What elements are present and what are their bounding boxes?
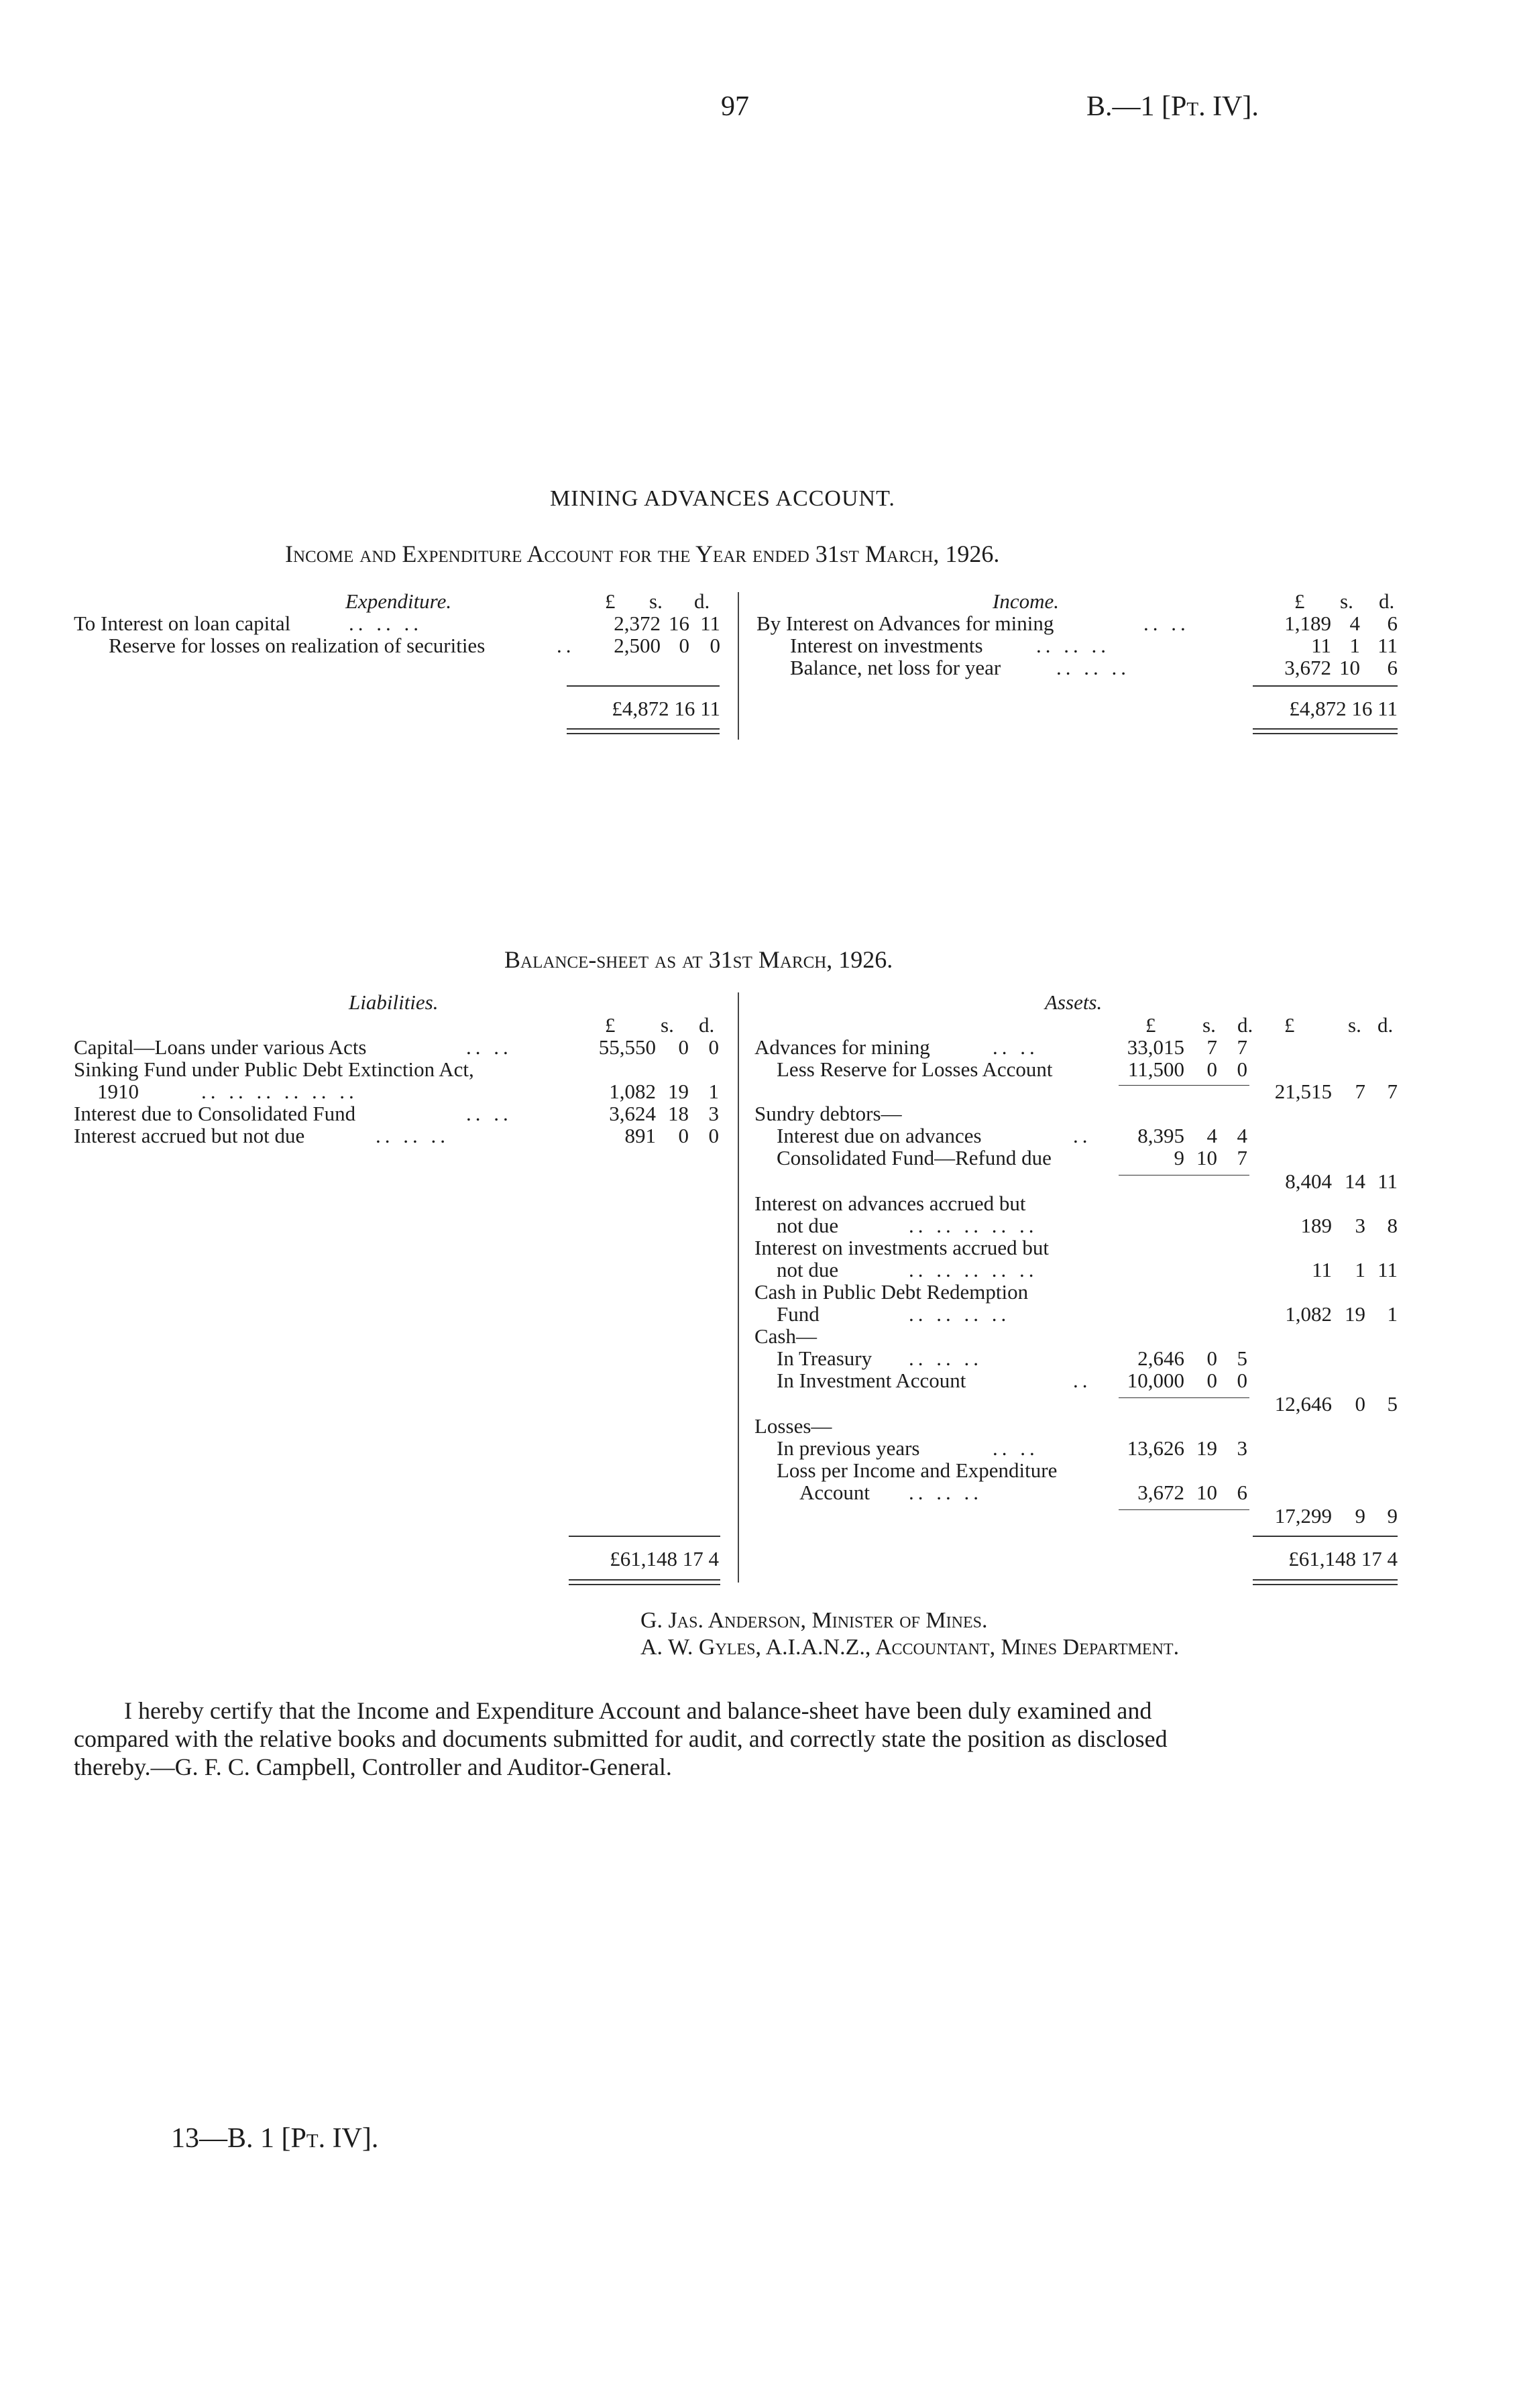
leader-dots: .. .. .. <box>909 1481 982 1504</box>
asset-total-pence: 11 <box>1377 1258 1398 1281</box>
certificate-line: compared with the relative books and documents submitted for audit, and correctly state the position as disclosed <box>74 1725 1168 1752</box>
asset-pounds: 8,395 <box>1137 1124 1184 1147</box>
liab-row-label: Capital—Loans under various Acts <box>74 1035 367 1059</box>
inc-row-shillings: 10 <box>1339 656 1360 679</box>
liab-row-pence: 1 <box>708 1080 719 1103</box>
rule <box>1119 1085 1249 1086</box>
asset-pounds: 13,626 <box>1127 1436 1184 1460</box>
asset-iaa-label: Interest on advances accrued but <box>754 1192 1026 1215</box>
double-rule <box>1253 728 1398 730</box>
asset-pence: 5 <box>1237 1346 1247 1370</box>
asset-investment-label: In Investment Account <box>777 1369 966 1392</box>
double-rule <box>569 1579 720 1581</box>
exp-row-shillings: 16 <box>669 612 689 635</box>
double-rule <box>567 728 720 730</box>
asset-pounds: 33,015 <box>1127 1035 1184 1059</box>
leader-dots: .. .. <box>993 1436 1039 1460</box>
ie-column-divider <box>738 592 739 740</box>
liab-row-label: Interest due to Consolidated Fund <box>74 1102 356 1125</box>
leader-dots: .. .. <box>466 1035 512 1059</box>
asset-total-pounds: 11 <box>1312 1258 1332 1281</box>
inc-col-pounds: £ <box>1294 589 1305 613</box>
inc-row-pence: 11 <box>1377 634 1398 657</box>
asset-pounds: 2,646 <box>1137 1346 1184 1370</box>
asset-iia-label: Interest on investments accrued but <box>754 1236 1050 1259</box>
liab-row-pence: 3 <box>708 1102 719 1125</box>
document-reference: B.—1 [Pt. IV]. <box>1086 91 1259 122</box>
leader-dots: .. .. <box>1143 612 1190 635</box>
exp-row-pence: 0 <box>710 634 720 657</box>
double-rule <box>569 1584 720 1585</box>
liab-row-label: Interest accrued but not due <box>74 1124 305 1147</box>
page-number: 97 <box>721 91 749 122</box>
income-heading: Income. <box>993 589 1059 613</box>
liab-row-shillings: 19 <box>668 1080 689 1103</box>
asset-total-shillings: 3 <box>1355 1214 1365 1237</box>
exp-row-shillings: 0 <box>679 634 689 657</box>
liab-row-pounds: 55,550 <box>598 1035 656 1059</box>
leader-dots: .. .. .. <box>1036 634 1110 657</box>
inc-row-pounds: 1,189 <box>1284 612 1331 635</box>
asset-advances-label: Advances for mining <box>754 1035 930 1059</box>
asset-total-pence: 7 <box>1387 1080 1398 1103</box>
asset-shillings: 7 <box>1206 1035 1217 1059</box>
asset-pence: 7 <box>1237 1146 1247 1169</box>
rule <box>1119 1175 1249 1176</box>
inc-row-shillings: 1 <box>1349 634 1360 657</box>
liab-row-shillings: 0 <box>678 1124 689 1147</box>
asset-cpd-label-cont: Fund <box>777 1302 820 1326</box>
double-rule <box>1253 1584 1398 1585</box>
leader-dots: .. <box>1073 1124 1092 1147</box>
asset-total-shillings: 19 <box>1345 1302 1365 1326</box>
leader-dots: .. .. .. <box>349 612 422 635</box>
rule <box>1119 1397 1249 1398</box>
inc-row-pence: 6 <box>1387 612 1398 635</box>
liab-col-pence: d. <box>699 1013 715 1037</box>
liab-row-shillings: 18 <box>668 1102 689 1125</box>
asset-pounds: 9 <box>1174 1146 1184 1169</box>
asset-pounds: 3,672 <box>1137 1481 1184 1504</box>
asset-iia-label-cont: not due <box>777 1258 839 1281</box>
rule <box>569 1536 720 1537</box>
liab-row-pounds: 891 <box>624 1124 656 1147</box>
double-rule <box>1253 733 1398 734</box>
assets-heading: Assets. <box>1045 990 1103 1014</box>
asset-pence: 4 <box>1237 1124 1247 1147</box>
asset-pence: 7 <box>1237 1035 1247 1059</box>
asset-consolidated-label: Consolidated Fund—Refund due <box>777 1146 1052 1169</box>
assets-col2-pounds: £ <box>1284 1013 1295 1037</box>
asset-pence: 0 <box>1237 1369 1247 1392</box>
double-rule <box>567 733 720 734</box>
exp-row-pounds: 2,500 <box>614 634 661 657</box>
inc-row-pounds: 11 <box>1311 634 1331 657</box>
asset-less-reserve-label: Less Reserve for Losses Account <box>777 1057 1053 1081</box>
liab-row-pence: 0 <box>708 1124 719 1147</box>
inc-col-shillings: s. <box>1340 589 1353 613</box>
asset-iaa-label-cont: not due <box>777 1214 839 1237</box>
asset-total-pence: 8 <box>1387 1214 1398 1237</box>
double-rule <box>1253 1579 1398 1581</box>
asset-total-pence: 9 <box>1387 1504 1398 1528</box>
ie-title: Income and Expenditure Account for the Year ended 31st March, 1926. <box>285 540 1000 567</box>
liab-col-shillings: s. <box>661 1013 674 1037</box>
liab-row-label: Sinking Fund under Public Debt Extinction Act, <box>74 1057 474 1081</box>
footer-reference: 13—B. 1 [Pt. IV]. <box>171 2123 379 2154</box>
asset-pence: 0 <box>1237 1057 1247 1081</box>
asset-total-pounds: 189 <box>1300 1214 1332 1237</box>
asset-interest-due-label: Interest due on advances <box>777 1124 982 1147</box>
asset-loss-per-ie-label-cont: Account <box>799 1481 870 1504</box>
inc-row-pence: 6 <box>1387 656 1398 679</box>
bs-title: Balance-sheet as at 31st March, 1926. <box>504 946 893 973</box>
assets-col-shillings: s. <box>1202 1013 1216 1037</box>
asset-loss-per-ie-label: Loss per Income and Expenditure <box>777 1458 1058 1482</box>
asset-pounds: 10,000 <box>1127 1369 1184 1392</box>
rule <box>1119 1509 1249 1510</box>
asset-previous-years-label: In previous years <box>777 1436 920 1460</box>
asset-cash-label: Cash— <box>754 1324 817 1348</box>
liab-row-shillings: 0 <box>678 1035 689 1059</box>
asset-total-shillings: 7 <box>1355 1080 1365 1103</box>
leader-dots: .. .. .. <box>1056 656 1130 679</box>
asset-total-shillings: 1 <box>1355 1258 1365 1281</box>
asset-total-pounds: 8,404 <box>1285 1169 1332 1193</box>
leader-dots: .. .. <box>466 1102 512 1125</box>
liab-row-pence: 0 <box>708 1035 719 1059</box>
leader-dots: .. <box>557 634 575 657</box>
asset-sundry-label: Sundry debtors— <box>754 1102 902 1125</box>
rule <box>1253 1536 1398 1537</box>
asset-pence: 6 <box>1237 1481 1247 1504</box>
exp-row-label: Reserve for losses on realization of securities <box>109 634 486 657</box>
certificate-line: I hereby certify that the Income and Expenditure Account and balance-sheet have been duly examined and <box>124 1697 1152 1724</box>
assets-col2-pence: d. <box>1377 1013 1394 1037</box>
asset-shillings: 4 <box>1206 1124 1217 1147</box>
liab-col-pounds: £ <box>605 1013 616 1037</box>
asset-shillings: 0 <box>1206 1346 1217 1370</box>
assets-col-pence: d. <box>1237 1013 1253 1037</box>
asset-shillings: 0 <box>1206 1057 1217 1081</box>
signature-text: A. W. Gyles, A.I.A.N.Z., Accountant, Mines Department. <box>640 1635 1180 1660</box>
assets-col-pounds: £ <box>1145 1013 1156 1037</box>
signature-accountant <box>640 1635 1179 1660</box>
leader-dots: .. .. .. .. .. <box>909 1214 1038 1237</box>
asset-pence: 3 <box>1237 1436 1247 1460</box>
asset-total-pence: 1 <box>1387 1302 1398 1326</box>
asset-total-pounds: 12,646 <box>1274 1392 1332 1416</box>
inc-col-pence: d. <box>1379 589 1395 613</box>
asset-total-shillings: 0 <box>1355 1392 1365 1416</box>
leader-dots: .. .. .. .. <box>909 1302 1011 1326</box>
certificate-line: thereby.—G. F. C. Campbell, Controller and Auditor-General. <box>74 1754 672 1780</box>
exp-col-shillings: s. <box>649 589 663 613</box>
bs-column-divider <box>738 992 739 1583</box>
leader-dots: .. .. .. .. .. .. <box>201 1080 358 1103</box>
leader-dots: .. .. .. <box>376 1124 449 1147</box>
asset-losses-label: Losses— <box>754 1414 832 1438</box>
expenditure-heading: Expenditure. <box>345 589 452 613</box>
assets-total: £61,148 17 4 <box>1288 1547 1398 1570</box>
asset-treasury-label: In Treasury <box>777 1346 872 1370</box>
exp-total: £4,872 16 11 <box>612 697 720 720</box>
inc-row-label: Interest on investments <box>790 634 983 657</box>
rule <box>567 685 720 687</box>
leader-dots: .. .. .. <box>909 1346 982 1370</box>
exp-col-pence: d. <box>694 589 710 613</box>
asset-shillings: 19 <box>1196 1436 1217 1460</box>
asset-total-pounds: 17,299 <box>1274 1504 1332 1528</box>
asset-total-pounds: 1,082 <box>1285 1302 1332 1326</box>
inc-total: £4,872 16 11 <box>1289 697 1398 720</box>
inc-row-label: By Interest on Advances for mining <box>756 612 1054 635</box>
assets-col2-shillings: s. <box>1348 1013 1361 1037</box>
inc-row-label: Balance, net loss for year <box>790 656 1001 679</box>
asset-total-pence: 5 <box>1387 1392 1398 1416</box>
liab-row-pounds: 3,624 <box>609 1102 656 1125</box>
signature-minister <box>640 1608 987 1633</box>
asset-total-pounds: 21,515 <box>1274 1080 1332 1103</box>
exp-col-pounds: £ <box>605 589 616 613</box>
asset-shillings: 0 <box>1206 1369 1217 1392</box>
asset-total-shillings: 9 <box>1355 1504 1365 1528</box>
liabilities-heading: Liabilities. <box>349 990 439 1014</box>
exp-row-pence: 11 <box>700 612 720 635</box>
liab-total: £61,148 17 4 <box>610 1547 719 1570</box>
exp-row-pounds: 2,372 <box>614 612 661 635</box>
account-title: MINING ADVANCES ACCOUNT. <box>550 486 895 511</box>
signature-text: G. Jas. Anderson, Minister of Mines. <box>640 1608 988 1633</box>
inc-row-pounds: 3,672 <box>1284 656 1331 679</box>
asset-shillings: 10 <box>1196 1481 1217 1504</box>
asset-total-shillings: 14 <box>1345 1169 1365 1193</box>
asset-shillings: 10 <box>1196 1146 1217 1169</box>
exp-row-label: To Interest on loan capital <box>74 612 291 635</box>
leader-dots: .. <box>1073 1369 1092 1392</box>
asset-pounds: 11,500 <box>1127 1057 1184 1081</box>
asset-cpd-label: Cash in Public Debt Redemption <box>754 1280 1029 1304</box>
liab-row-pounds: 1,082 <box>609 1080 656 1103</box>
asset-total-pence: 11 <box>1377 1169 1398 1193</box>
leader-dots: .. .. <box>993 1035 1039 1059</box>
liab-row-label: 1910 <box>97 1080 139 1103</box>
inc-row-shillings: 4 <box>1349 612 1360 635</box>
rule <box>1253 685 1398 687</box>
leader-dots: .. .. .. .. .. <box>909 1258 1038 1281</box>
